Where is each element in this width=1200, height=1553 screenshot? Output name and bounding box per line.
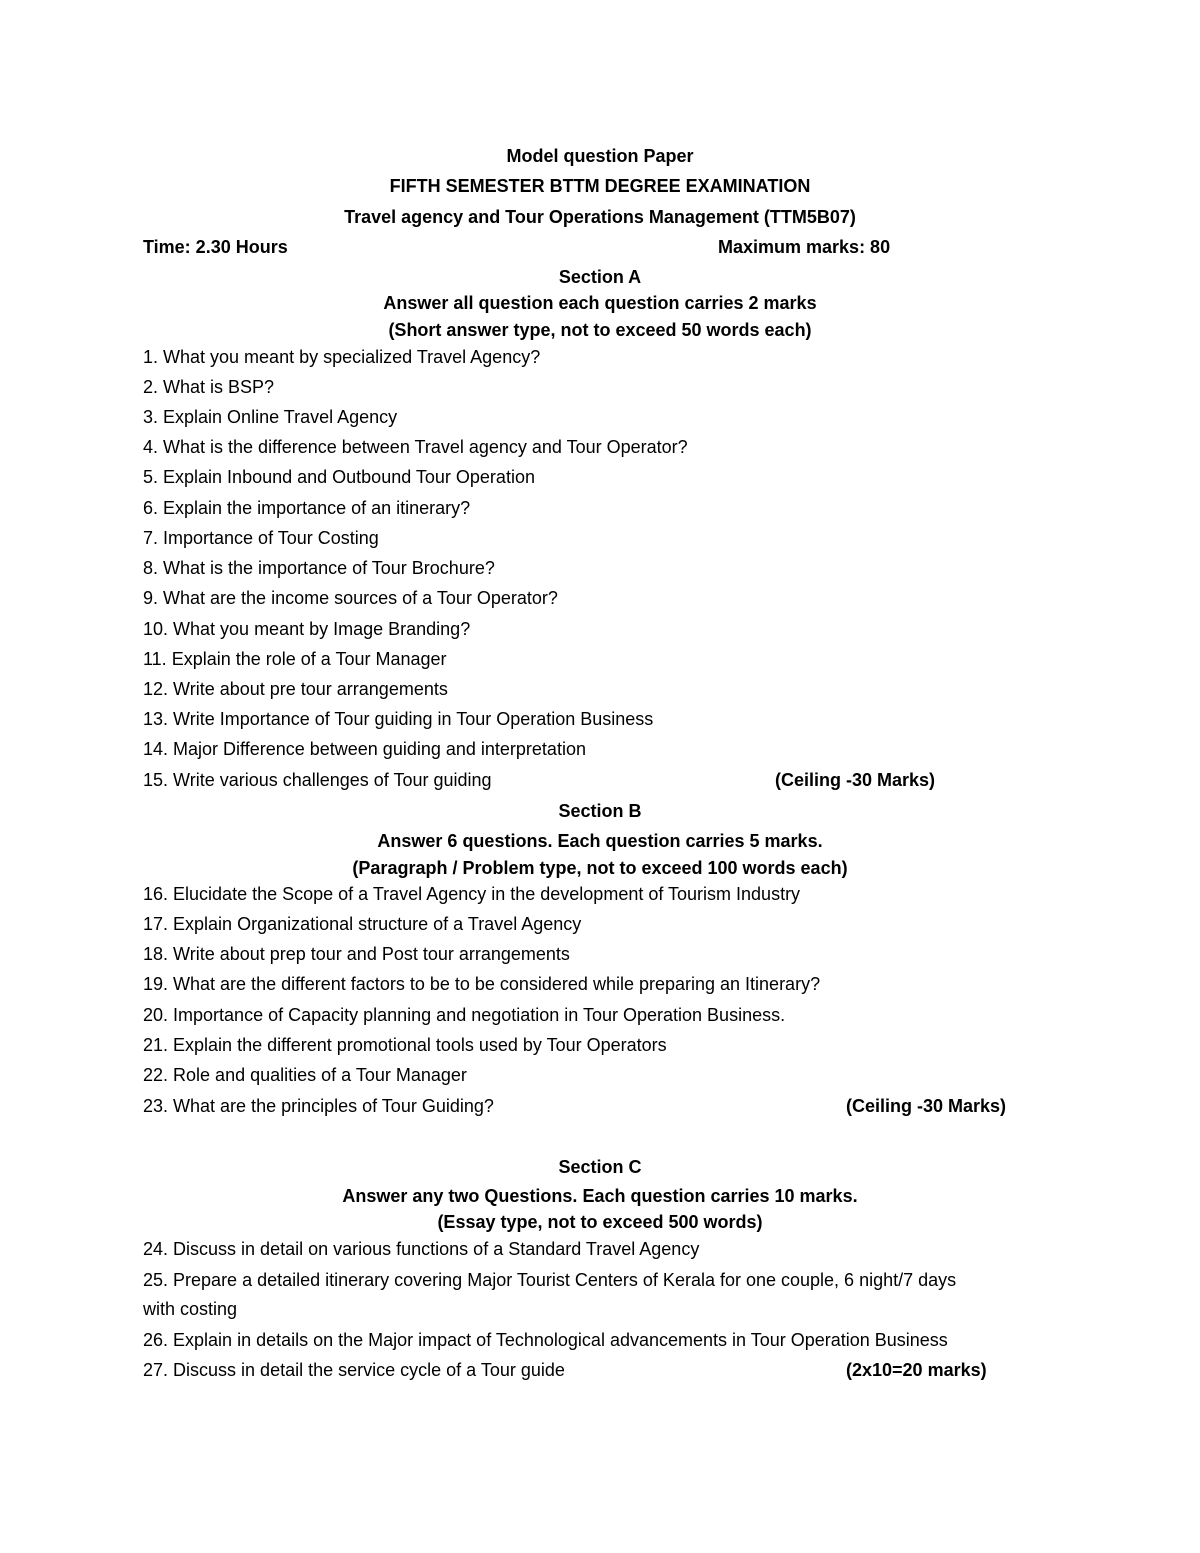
question-text: Explain Online Travel Agency [158,407,398,427]
section-b-ceiling: (Ceiling -30 Marks) [846,1096,1007,1116]
question-number: 12. [143,679,169,699]
question-number: 10. [143,619,169,639]
question-item [143,1064,467,1086]
question-number: 4. [143,437,159,457]
question-item [143,497,470,519]
question-item [143,883,800,905]
question-number: 15. [143,770,169,790]
section-a-title: Section A [558,267,642,287]
course-title: Travel agency and Tour Operations Management (TTM5B07) [344,207,856,227]
question-text: Elucidate the Scope of a Travel Agency in the development of Tourism Industry [168,884,801,904]
section-b-title: Section B [558,801,642,821]
question-item [143,1095,494,1117]
question-text: Write about pre tour arrangements [168,679,448,699]
question-item [143,769,492,791]
question-text: What you meant by specialized Travel Agency? [158,347,541,367]
question-number: 14. [143,739,169,759]
question-text: What is the importance of Tour Brochure? [158,558,495,578]
question-number: 25. [143,1270,169,1290]
section-b-instruction: Answer 6 questions. Each question carries 5 marks. [377,831,823,851]
max-marks-label: Maximum marks: 80 [718,237,891,257]
question-text: Explain the importance of an itinerary? [158,498,471,518]
question-text: Major Difference between guiding and interpretation [168,739,586,759]
question-text: What are the principles of Tour Guiding? [168,1096,494,1116]
paper-title: Model question Paper [506,146,694,166]
question-number: 2. [143,377,159,397]
question-text: Explain Inbound and Outbound Tour Operation [158,467,535,487]
question-text: Discuss in detail on various functions of a Standard Travel Agency [168,1239,700,1259]
question-number: 26. [143,1330,169,1350]
question-text: What are the income sources of a Tour Operator? [158,588,558,608]
question-item [143,466,535,488]
question-item [143,913,581,935]
question-item-continuation [143,1298,237,1320]
question-item [143,1004,785,1026]
question-text: Discuss in detail the service cycle of a Tour guide [168,1360,565,1380]
question-number: 24. [143,1239,169,1259]
question-item [143,1329,948,1351]
question-number: 17. [143,914,169,934]
exam-title: FIFTH SEMESTER BTTM DEGREE EXAMINATION [389,176,811,196]
question-number: 16. [143,884,169,904]
section-c-marks: (2x10=20 marks) [846,1360,987,1380]
section-c-note: (Essay type, not to exceed 500 words) [437,1212,763,1232]
question-item [143,557,495,579]
section-a-ceiling: (Ceiling -30 Marks) [775,770,936,790]
section-b-note: (Paragraph / Problem type, not to exceed 100 words each) [352,858,848,878]
section-c-title: Section C [558,1157,642,1177]
question-number: 22. [143,1065,169,1085]
question-text: Explain the different promotional tools used by Tour Operators [168,1035,667,1055]
question-item [143,678,448,700]
question-number: 6. [143,498,159,518]
question-item [143,738,586,760]
question-text: Prepare a detailed itinerary covering Major Tourist Centers of Kerala for one couple, 6 night/7 days [168,1270,957,1290]
question-text: with costing [143,1299,238,1319]
question-text: Role and qualities of a Tour Manager [168,1065,467,1085]
question-item [143,1359,565,1381]
time-label: Time: 2.30 Hours [143,237,288,257]
question-item [143,527,379,549]
question-number: 13. [143,709,169,729]
question-item [143,618,470,640]
question-text: Importance of Tour Costing [158,528,379,548]
section-a-instruction: Answer all question each question carries 2 marks [383,293,817,313]
question-text: Importance of Capacity planning and negotiation in Tour Operation Business. [168,1005,786,1025]
question-text: What is BSP? [158,377,275,397]
question-item [143,376,274,398]
question-number: 5. [143,467,159,487]
question-text: What you meant by Image Branding? [168,619,471,639]
question-number: 9. [143,588,159,608]
section-a-note: (Short answer type, not to exceed 50 words each) [388,320,812,340]
section-c-instruction: Answer any two Questions. Each question carries 10 marks. [342,1186,858,1206]
question-number: 8. [143,558,159,578]
question-item [143,1034,667,1056]
question-text: Explain the role of a Tour Manager [166,649,447,669]
question-text: Write various challenges of Tour guiding [168,770,492,790]
question-text: Explain Organizational structure of a Travel Agency [168,914,582,934]
question-item [143,648,447,670]
question-item [143,406,397,428]
question-item [143,436,688,458]
question-number: 7. [143,528,159,548]
question-number: 18. [143,944,169,964]
question-number: 19. [143,974,169,994]
question-text: Write Importance of Tour guiding in Tour Operation Business [168,709,654,729]
question-item [143,1238,699,1260]
question-number: 21. [143,1035,169,1055]
question-item [143,973,820,995]
question-item [143,587,558,609]
question-item [143,346,540,368]
question-text: Explain in details on the Major impact of Technological advancements in Tour Operation Business [168,1330,948,1350]
question-number: 20. [143,1005,169,1025]
question-number: 3. [143,407,159,427]
question-number: 23. [143,1096,169,1116]
question-item [143,943,570,965]
question-text: Write about prep tour and Post tour arrangements [168,944,570,964]
question-number: 1. [143,347,159,367]
question-text: What are the different factors to be to be considered while preparing an Itinerary? [168,974,821,994]
question-item [143,708,653,730]
question-number: 11. [143,649,167,669]
question-number: 27. [143,1360,169,1380]
question-item [143,1269,956,1291]
question-text: What is the difference between Travel agency and Tour Operator? [158,437,688,457]
